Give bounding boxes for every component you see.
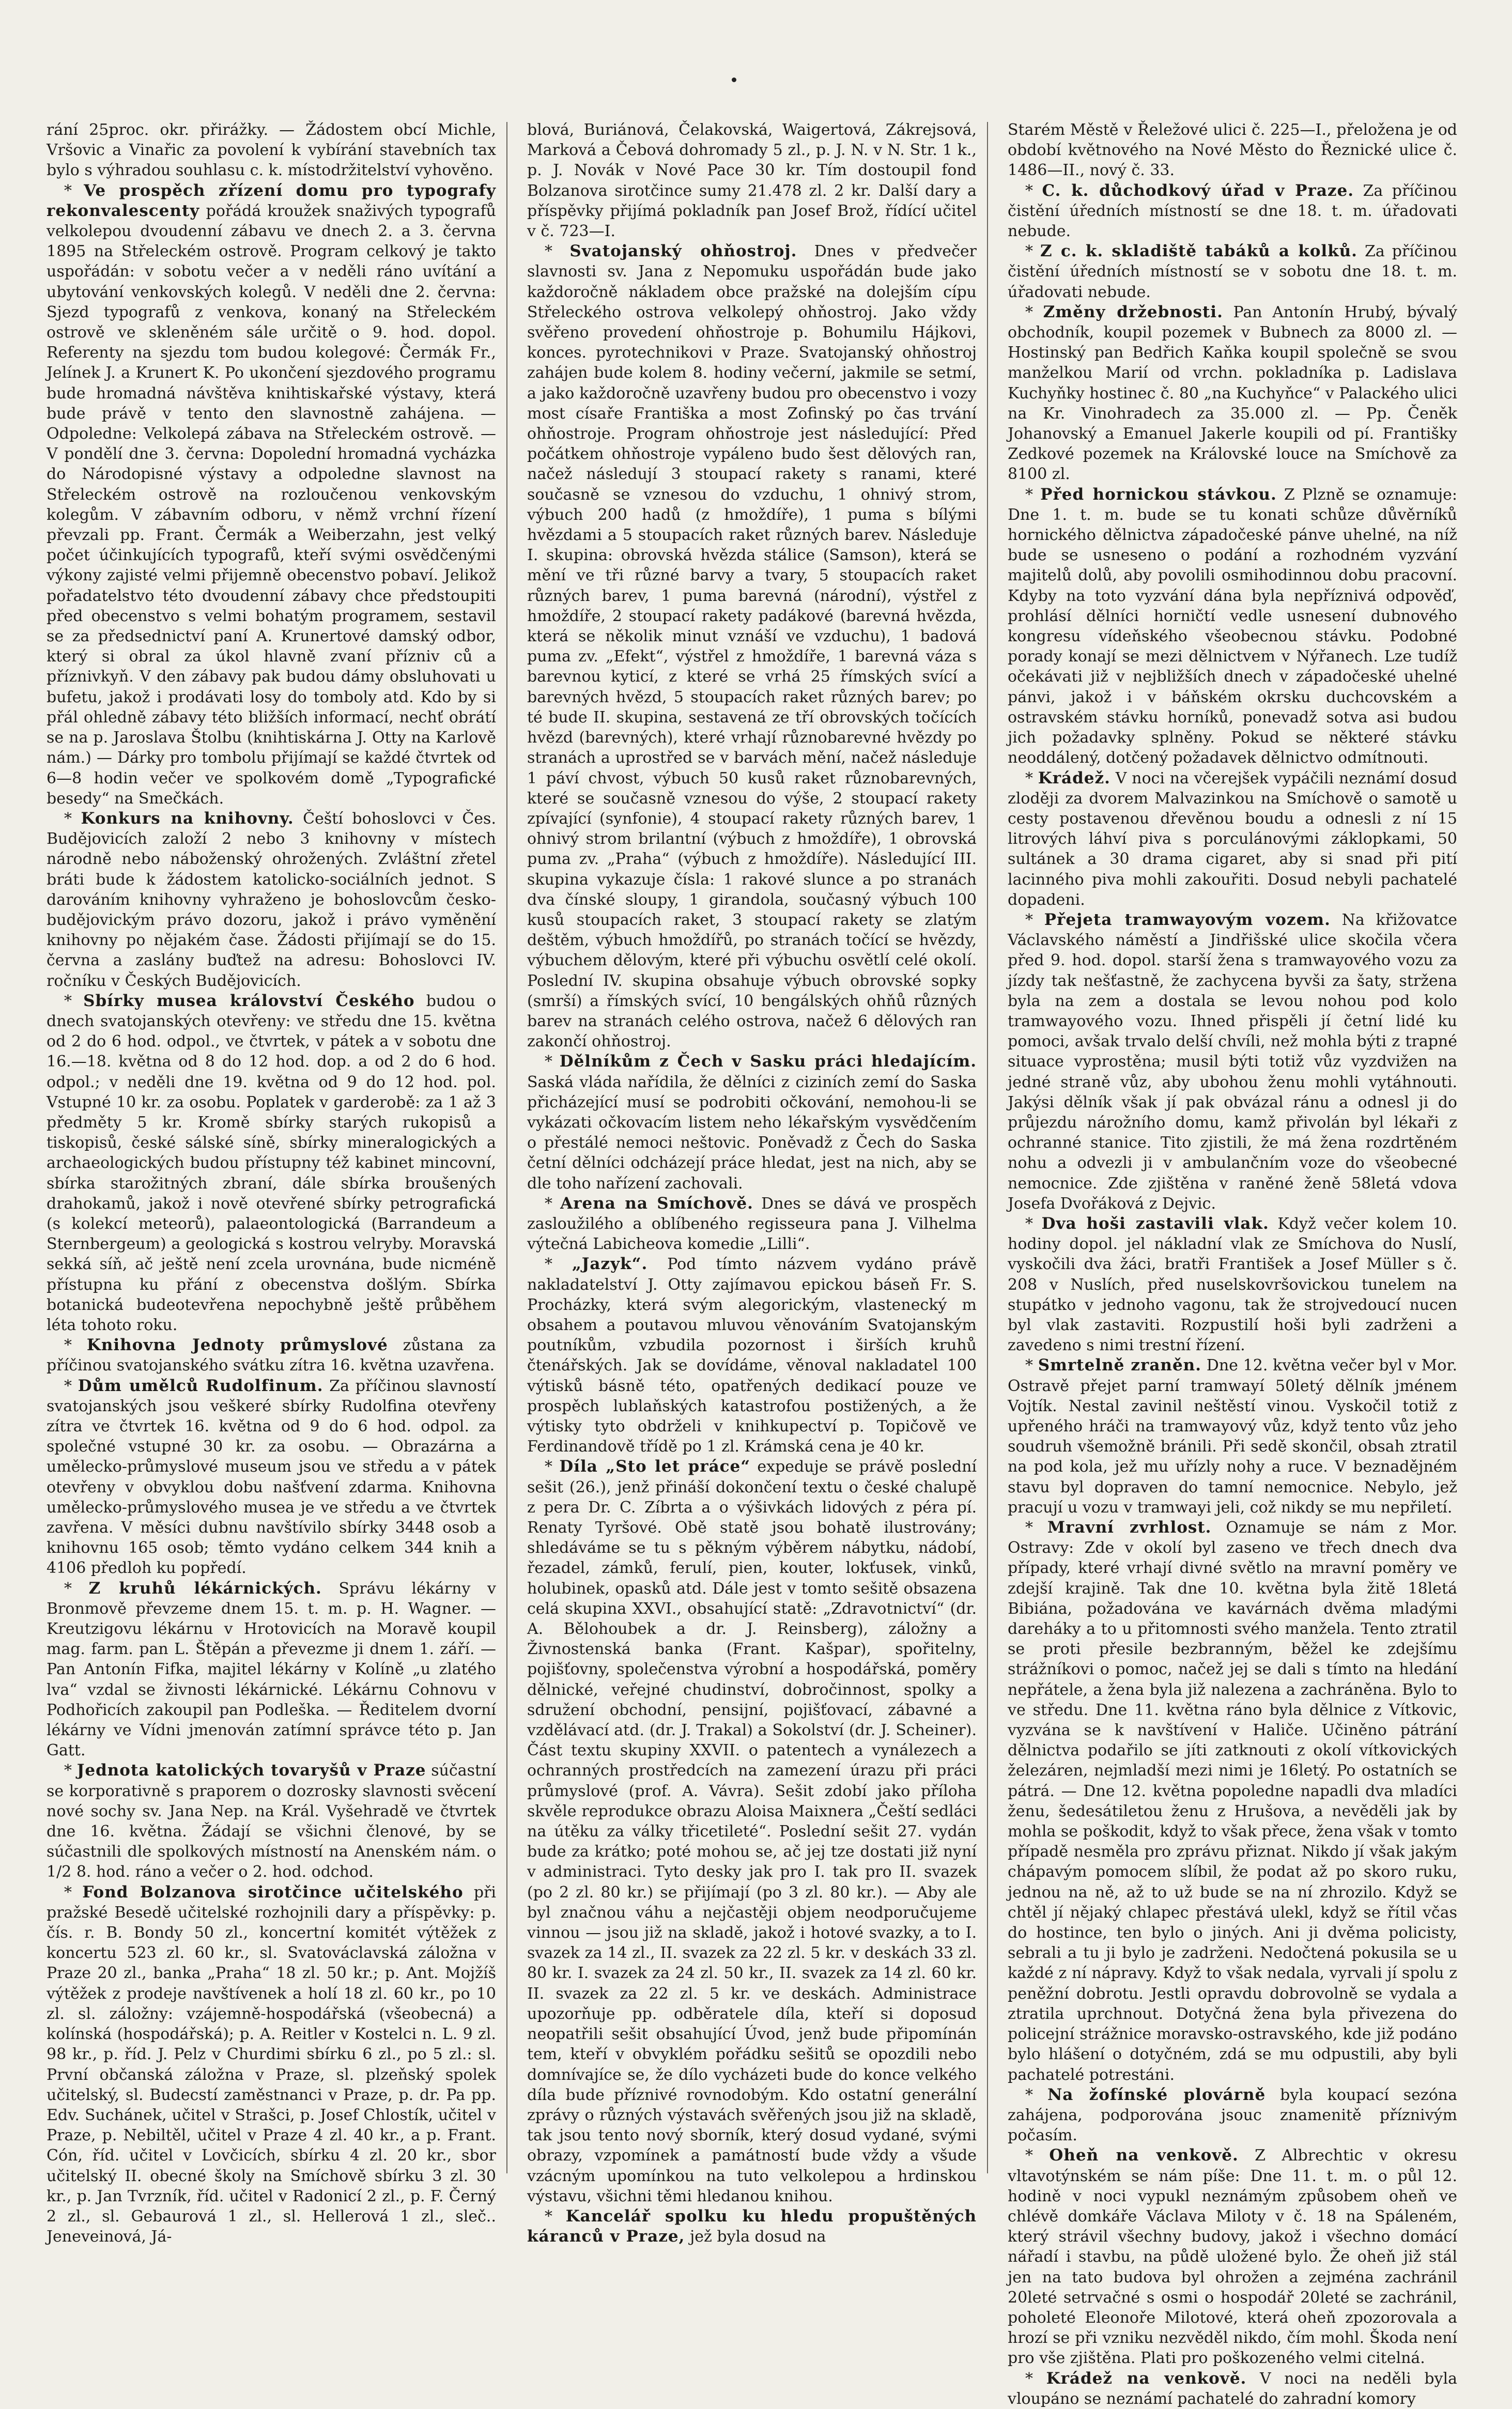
article-text: Za příčinou slavností svatojanských jsou veškeré sbírky Rudolfina otevřeny zítra ve čtvrtek 16. května od 9 do 6 hod. odpol. za společné vstupné 30 kr. za osobu. — Obrazárna a umělecko-průmyslové museum jsou ve středu a v pátek otevřeny v obvyklou dobu našťvení zdarma. Knihovna umělecko-průmyslového musea je ve středu a ve čtvrtek zavřena. V měsíci dubnu navštívilo sbírky 3448 osob a knihovnu 165 osob; těmto vydáno celkem 344 knih a 4106 předloh ku popředí. bbox=[47, 1377, 496, 1578]
article-paragraph: * Knihovna Jednoty průmyslové zůstana za příčinou svatojanského svátku zítra 16. května uzavřena. bbox=[47, 1336, 496, 1375]
article-heading: Dům umělců Rudolfinum. bbox=[78, 1376, 323, 1395]
article-text: Pan Antonín Hrubý, bývalý obchodník, koupil pozemek v Bubnech za 8000 zl. — Hostinský pan Bedřich Kaňka koupil společně se svou manželkou Marií od vrchn. pokladníka p. Ladislava Kuchyňky hostinec č. 80 „na Kuchyňce“ v Palackého ulici na Kr. Vinohradech za 35.000 zl. — Pp. Čeněk Johanovský a Emanuel Jakerle koupili od pí. Františky Zedkové pozemek na Královské louce na Smíchově za 8100 zl. bbox=[1008, 303, 1457, 484]
article-heading: Přejeta tramwayovým vozem. bbox=[1044, 910, 1331, 929]
article-paragraph: * Sbírky musea království Českého budou o dnech svatojanských otevřeny: ve středu dne 15. května od 2 do 6 hod. odpol., ve čtvrtek, v pátek a v sobotu dne 16.—18. května od 8 do 12 hod. dop. a od 2 do 6 hod. odpol.; v neděli dne 19. května od 9 do 12 hod. pol. Vstupné 10 kr. za osobu. Poplatek v garderobě: za 1 až 3 předměty 5 kr. Kromě sbírky starých rukopisů a tiskopisů, české sálské síně, sbírky mineralogických a archaeologických budou přístupny též kabinet mincovní, sbírka starožitných zbraní, dále sbírka broušených drahokamů, jakož i nově otevřené sbírky petrografická (s kolekcí meteorů), palaeontologická (Barrandeum a Sternbergeum) a geologická s kostrou velryby. Moravská sekká síň, ač ještě není zcela urovnána, bude nicméně přístupna ku přání z obecenstva došlým. Sbírka botanická budeotevřena nepochybně ještě průběhem léta tohoto roku. bbox=[47, 991, 496, 1334]
article-text: V noci na včerejšek vypáčili neznámí dosud zloději za dvorem Malvazinkou na Smíchově o samotě u cesty postavenou dřevěnou boudu a odnesli z ní 15 litrových láhví piva s porculánovými záklopkami, 50 sultánek a 30 drama cigaret, aby si snad při pití lacinného piva mohli zakouřiti. Dosud nebyli pachatelé dopadeni. bbox=[1008, 769, 1457, 909]
print-dot bbox=[732, 78, 736, 82]
article-text: Z Albrechtic v okresu vltavotýnském se nám píše: Dne 11. t. m. o půl 12. hodině v noci vypukl neznámým způsobem oheň ve chlévě domkáře Václava Miloty v č. 18 na Spáleném, který strávil všechny budovy, jakož i všechno domácí nářadí i stavbu, na půdě uložené bylo. Že oheň již stál jen na tato budova byl ohrožen a zejména zachránil 20leté setrvačné s osmi o hospodář 20leté se zachránil, poholeté Eleonoře Milotové, která oheň zpozorovala a hrozí se při vzniku nezvěděl nikdo, čím mohl. Škoda není pro vše zjištěna. Plati pro poškozeného velmi citelná. bbox=[1008, 2147, 1457, 2368]
article-text: Starém Městě v Řeležové ulici č. 225—I., přeložena je od období květnového na Nové Město do Řeznické ulice č. 1486—II., nový č. 33. bbox=[1008, 121, 1457, 180]
article-heading: Arena na Smíchově. bbox=[560, 1194, 753, 1213]
column-3 bbox=[1008, 120, 1458, 2408]
article-paragraph: * Přejeta tramwayovým vozem. Na křižovatce Václavského náměstí a Jindřišské ulice skočila včera před 9. hod. dopol. starší žena s tramwayového vozu za jízdy tak nešťastně, že zachycena byvši za šaty, stržena byla na zem a dostala se levou nohou pod kolo tramwayového vozu. Ihned přispěli jí četní lidé ku pomoci, avšak trvalo delší chvíli, než mohla býti z trapné situace vyprostěna; musil býti totiž vůz vyzdvižen na jedné straně vůz, aby ubohou ženu mohli vytáhnouti. Jakýsi dělník však jí pak obvázal ránu a odnesl ji do průjezdu nárožního domu, kamž přivolán byl lékaři z ochranné stanice. Tito zjistili, že má žena rozdrtěném nohu a odvezli ji v ambulančním voze do všeobecné nemocnice. Zde zjištěna v raněné ženě 58letá vdova Josefa Dvořáková z Dejvic. bbox=[1008, 910, 1457, 1213]
article-text: blová, Buriánová, Čelakovská, Waigertová, Zákrejsová, Marková a Čebová dohromady 5 zl., p. J. N. v N. Str. 1 k., p. J. Novák v Nové Pace 30 kr. Tím dostoupil fond Bolzanova sirotčince sumy 21.478 zl. 2 kr. Další dary a příspěvky přijímá pokladník pan Josef Brož, řídící učitel v č. 723—I. bbox=[527, 121, 977, 241]
article-paragraph: * Krádež. V noci na včerejšek vypáčili neznámí dosud zloději za dvorem Malvazinkou na Smíchově o samotě u cesty postavenou dřevěnou boudu a odnesli z ní 15 litrových láhví piva s porculánovými záklopkami, 50 sultánek a 30 drama cigaret, aby si snad při pití lacinného piva mohli zakouřiti. Dosud nebyli pachatelé dopadeni. bbox=[1008, 768, 1457, 909]
article-paragraph: * Z kruhů lékárnických. Správu lékárny v Bronmově převzeme dnem 15. t. m. p. H. Wagner. — Kreutzigovu lékárnu v Hrotovicích na Moravě koupil mag. farm. pan L. Štěpán a převezme ji dnem 1. září. — Pan Antonín Fifka, majitel lékárny v Kolíně „u zlatého lva“ vzdal se živnosti lékárnické. Lékárnu Cohnovu v Podhořicích zakoupil pan Podleška. — Ředitelem dvorní lékárny ve Vídni jmenován zatímní správce této p. Jan Gatt. bbox=[47, 1579, 496, 1760]
article-heading: Z c. k. skladiště tabáků a kolků. bbox=[1040, 242, 1357, 261]
article-paragraph: * Dva hoši zastavili vlak. Když večer kolem 10. hodiny dopol. jel nákladní vlak ze Smíchova do Nuslí, vyskočili dva žáci, bratři František a Josef Müller s č. 208 v Nuslích, před nuselskovršovickou tunelem na stupátko v jednoho vagonu, tak že strojvedoucí nucen byl vlak zastaviti. Rozpustilí hoši byli zadrženi a zavedeno s nimi trestní řízení. bbox=[1008, 1214, 1458, 1355]
article-heading: Dva hoši zastavili vlak. bbox=[1041, 1214, 1269, 1233]
article-heading: Svatojanský ohňostroj. bbox=[569, 242, 797, 261]
article-text: Za příčinou čistění úředních místností se dne 18. t. m. úřadovati nebude. bbox=[1008, 181, 1457, 241]
article-heading: Fond Bolzanova sirotčince učitelského bbox=[82, 1882, 464, 1902]
article-heading: Dělníkům z Čech v Sasku práci hledajícím. bbox=[559, 1052, 977, 1071]
article-heading: Díla „Sto let práce“ bbox=[559, 1457, 751, 1476]
article-paragraph: * Arena na Smíchově. Dnes se dává ve prospěch zasloužilého a oblíbeného regisseura pana J. Vilhelma výtečná Labicheova komedie „Lilli“. bbox=[527, 1194, 977, 1254]
article-heading: Smrtelně zraněn. bbox=[1038, 1356, 1202, 1375]
article-text: Správu lékárny v Bronmově převzeme dnem 15. t. m. p. H. Wagner. — Kreutzigovu lékárnu v Hrotovicích na Moravě koupil mag. farm. pan L. Štěpán a převezme ji dnem 1. září. — Pan Antonín Fifka, majitel lékárny v Kolíně „u zlatého lva“ vzdal se živnosti lékárnické. Lékárnu Cohnovu v Podhořicích zakoupil pan Podleška. — Ředitelem dvorní lékárny ve Vídni jmenován zatímní správce této p. Jan Gatt. bbox=[47, 1579, 496, 1760]
article-heading: Před hornickou stávkou. bbox=[1040, 485, 1277, 504]
article-heading: Krádež na venkově. bbox=[1046, 2369, 1247, 2388]
article-text: Čeští bohoslovci v Čes. Budějovicích založí 2 nebo 3 knihovny v místech národně nebo náboženský ohrožených. Zvláštní zřetel bráti bude k žádostem katolicko-sociálních jednot. S darováním knihovny vyhraženo je bohoslovcům česko-budějovickým právo dozoru, jakož i právo vyměnění knihovny po nějakém čase. Žádosti přijímají se do 15. června a zaslány buďtež na adresu: Bohoslovci IV. ročníku v Českých Budějovicích. bbox=[47, 809, 496, 990]
article-heading: Krádež. bbox=[1038, 768, 1110, 787]
article-paragraph: * Smrtelně zraněn. Dne 12. května večer byl v Mor. Ostravě přejet parní tramwayí 50letý dělník jménem Vojtík. Nestal zavinil neštěstí vinou. Vyskočil totiž z upřeného hráči na tramwayový vůz, když tento vůz jeho soudruh všemožně bránili. Při sedě skončil, obsah ztratil na pod kola, jež mu uřízly nohy a ruce. V beznadějném stavu byl dopraven do tamní nemocnice. Nebylo, jež pracují u vozu v tramwayi jeli, což nikdy se mu nepřiletí. bbox=[1008, 1356, 1457, 1517]
article-heading: Na žofínské plovárně bbox=[1047, 2085, 1266, 2104]
article-heading: Knihovna Jednoty průmyslové bbox=[86, 1336, 388, 1355]
article-paragraph: * Fond Bolzanova sirotčince učitelského při pražské Besedě učitelské rozhojnili dary a příspěvky: p. čís. r. B. Bondy 50 zl., koncertní komitét výtěžek z koncertu 523 zl. 60 kr., sl. Svatováclavská záložna v Praze 20 zl., banka „Praha“ 18 zl. 50 kr.; p. Ant. Mojžíš výtěžek z prodeje navštívenek a holí 18 zl. 60 kr., po 10 zl. sl. záložny: vzájemně-hospodářská (všeobecná) a kolínská (hospodářská); p. A. Reitler v Kostelci n. L. 9 zl. 98 kr., p. říd. J. Pelz v Churdimi sbírku 6 zl., po 5 zl.: sl. První občanská záložna v Praze, sl. plzeňský spolek učitelský, sl. Budecstí zaměstnanci v Praze, p. dr. Pa pp. Edv. Suchánek, učitel v Strašci, p. Josef Chlostík, učitel v Praze, p. Nebiltěl, učitel v Praze 4 zl. 40 kr., a p. Frant. Cón, říd. učitel v Lovčicích, sbírku 4 zl. 20 kr., sbor učitelský II. obecné školy na Smíchově sbírku 3 zl. 30 kr., p. Jan Tvrzník, říd. učitel v Radonicí 2 zl., p. F. Černý 2 zl., sl. Gebaurová 1 zl., sl. Hellerová 1 zl., sleč.. Jeneveinová, Já- bbox=[47, 1882, 496, 2246]
article-paragraph: * Konkurs na knihovny. Čeští bohoslovci v Čes. Budějovicích založí 2 nebo 3 knihovny v místech národně nebo náboženský ohrožených. Zvláštní zřetel bráti bude k žádostem katolicko-sociálních jednot. S darováním knihovny vyhraženo je bohoslovcům česko-budějovickým právo dozoru, jakož i právo vyměnění knihovny po nějakém čase. Žádosti přijímají se do 15. června a zaslány buďtež na adresu: Bohoslovci IV. ročníku v Českých Budějovicích. bbox=[47, 809, 496, 990]
article-text: rání 25proc. okr. přirážky. — Žádostem obcí Michle, Vršovic a Vinařic za povolení k vybírání stavebních tax bylo s výhradou souhlasu c. k. místodržitelství vyhověno. bbox=[47, 121, 496, 180]
article-paragraph bbox=[527, 120, 977, 241]
article-paragraph: * Kancelář spolku ku hledu propuštěných káranců v Praze, jež byla dosud na bbox=[527, 2206, 977, 2246]
column-rule-2 bbox=[987, 122, 988, 2173]
article-text: súčastní se korporativně s praporem o dozrosky slavnosti svěcení nové sochy sv. Jana Nep. na Král. Vyšehradě ve čtvrtek dne 16. května. Žádají se všichni členové, by se súčastnili dle spolkových místností na Anenském nám. o 1/2 8. hod. ráno a večer o 2. hod. odchod. bbox=[47, 1762, 496, 1881]
article-heading: Oheň na venkově. bbox=[1049, 2146, 1239, 2165]
article-paragraph: * Změny držebnosti. Pan Antonín Hrubý, bývalý obchodník, koupil pozemek v Bubnech za 8000 zl. — Hostinský pan Bedřich Kaňka koupil společně se svou manželkou Marií od vrchn. pokladníka p. Ladislava Kuchyňky hostinec č. 80 „na Kuchyňce“ v Palackého ulici na Kr. Vinohradech za 35.000 zl. — Pp. Čeněk Johanovský a Emanuel Jakerle koupili od pí. Františky Zedkové pozemek na Královské louce na Smíchově za 8100 zl. bbox=[1008, 302, 1457, 484]
article-text: Dne 12. května večer byl v Mor. Ostravě přejet parní tramwayí 50letý dělník jménem Vojtík. Nestal zavinil neštěstí vinou. Vyskočil totiž z upřeného hráči na tramwayový vůz, když tento vůz jeho soudruh všemožně bránili. Při sedě skončil, obsah ztratil na pod kola, jež mu uřízly nohy a ruce. V beznadějném stavu byl dopraven do tamní nemocnice. Nebylo, jež pracují u vozu v tramwayi jeli, což nikdy se mu nepřiletí. bbox=[1008, 1356, 1457, 1517]
article-paragraph: * Jednota katolických tovaryšů v Praze súčastní se korporativně s praporem o dozrosky slavnosti svěcení nové sochy sv. Jana Nep. na Král. Vyšehradě ve čtvrtek dne 16. května. Žádají se všichni členové, by se súčastnili dle spolkových místností na Anenském nám. o 1/2 8. hod. ráno a večer o 2. hod. odchod. bbox=[47, 1761, 496, 1881]
article-text: budou o dnech svatojanských otevřeny: ve středu dne 15. května od 2 do 6 hod. odpol., ve čtvrtek, v pátek a v sobotu dne 16.—18. května od 8 do 12 hod. dop. a od 2 do 6 hod. odpol.; v neděli dne 19. května od 9 do 12 hod. pol. Vstupné 10 kr. za osobu. Poplatek v garderobě: za 1 až 3 předměty 5 kr. Kromě sbírky starých rukopisů a tiskopisů, české sálské síně, sbírky mineralogických a archaeologických budou přístupny též kabinet mincovní, sbírka starožitných zbraní, dále sbírka broušených drahokamů, jakož i nově otevřené sbírky petrografická (s kolekcí meteorů), palaeontologická (Barrandeum a Sternbergeum) a geologická s kostrou velryby. Moravská sekká síň, ač ještě není zcela urovnána, bude nicméně přístupna ku přání z obecenstva došlým. Sbírka botanická budeotevřena nepochybně ještě průběhem léta tohoto roku. bbox=[47, 992, 496, 1334]
article-heading: Ve prospěch zřízení domu pro typografy rekonvalescenty bbox=[47, 181, 496, 220]
article-heading: Jednota katolických tovaryšů v Praze bbox=[76, 1761, 426, 1780]
article-paragraph: * Před hornickou stávkou. Z Plzně se oznamuje: Dne 1. t. m. bude se tu konati schůze důvěrníků hornického dělnictva západočeské pánve uhelné, na níž bude se usneseno o podání a rozhodném vyzvání majitelů dolů, aby povolili osmihodinnou dobu pracovní. Kdyby na toto vyzvání dána byla nepříznivá odpověď, prohlásí dělníci horničtí vedle usnesení dubnového kongresu vídeňského všeobecnou stávku. Podobné porady konají se mezi dělnictvem v Nýřanech. Lze tudíž očekávati již v nejbližších dnech v západočeské uhelné pánvi, jakož i v báňském okrsku duchcovském a ostravském stávku horníků, ponevadž sotva asi budou jich požadavky splněny. Pokud se některé stávku neoddálený, dotčený požadavek dělnictvo odmítnouti. bbox=[1008, 485, 1457, 767]
article-paragraph: * Svatojanský ohňostroj. Dnes v předvečer slavnosti sv. Jana z Nepomuku uspořádán bude jako každoročně nákladem obce pražské na dolejším cípu Střeleckého ostrova velkolepý ohňostroj. Jako vždy svěřeno provedení ohňostroje p. Bohumilu Hájkovi, konces. pyrotechnikovi v Praze. Svatojanský ohňostroj zahájen bude kolem 8. hodiny večerní, jakmile se setmí, a jako každoročně uzavřeny budou pro obecenstvo i vozy most císaře Františka a most Zofinský po čas trvání ohňostroje. Program ohňostroje jest následující: Před počátkem ohňostroje vypáleno budo šest dělových ran, načež následují 3 stoupací rakety s ranami, které současně se vznesou do vzduchu, 1 ohnivý strom, výbuch 200 hadů (z hmoždíře), 1 puma s bílými hvězdami a 5 stoupacích raket různých barev. Následuje I. skupina: obrovská hvězda stálice (Samson), která se mění ve tři různé barvy a tvary, 5 stoupacích raket různých barev, 1 puma barevná (národní), výstřel z hmoždíře, 2 stoupací rakety padákové (barevná hvězda, která se několik minut vznáší ve vzduchu), 1 badová puma zv. „Efekt“, výstřel z hmoždíře, 1 barevná váza s barevnou kyticí, z které se vrhá 25 římských svící a barevných hvězd, 5 stoupacích raket různých barev; po té bude II. skupina, sestavená ze tří obrovských točících hvězd (barevných), které vrhají různobarevné hvězdy po stranách a uprostřed se v barvách mění, načež následuje 1 páví chvost, výbuch 50 kusů raket různobarevných, které se současně vznesou do výše, 2 stoupací rakety zpívající (synfonie), 4 stoupací rakety různých barev, 1 ohnivý strom brilantní (výbuch z hmoždíře), 1 obrovská puma zv. „Praha“ (výbuch z hmoždíře). Následující III. skupina vykazuje čísla: 1 rakové slunce a po stranách dva čínské sloupy, 1 girandola, současný výbuch 100 kusů stoupacích raket, 3 stoupací rakety se zlatým deštěm, výbuch hmoždířů, po stranách točící se hvězdy, výbuchem dělovým, které při výbuchu osvětlí celé okolí. Poslední IV. skupina obsahuje výbuch obrovské sopky (smrší) a římských svící, 10 bengálských ohňů různých barev na stranách celého ostrova, načež 6 dělových ran zakončí ohňostroj. bbox=[527, 242, 977, 1051]
article-text: Z Plzně se oznamuje: Dne 1. t. m. bude se tu konati schůze důvěrníků hornického dělnictva západočeské pánve uhelné, na níž bude se usneseno o podání a rozhodném vyzvání majitelů dolů, aby povolili osmihodinnou dobu pracovní. Kdyby na toto vyzvání dána byla nepříznivá odpověď, prohlásí dělníci horničtí vedle usnesení dubnového kongresu vídeňského všeobecnou stávku. Podobné porady konají se mezi dělnictvem v Nýřanech. Lze tudíž očekávati již v nejbližších dnech v západočeské uhelné pánvi, jakož i v báňském okrsku duchcovském a ostravském stávku horníků, ponevadž sotva asi budou jich požadavky splněny. Pokud se některé stávku neoddálený, dotčený požadavek dělnictvo odmítnouti. bbox=[1008, 485, 1457, 767]
article-paragraph bbox=[47, 120, 496, 181]
article-text: byla koupací sezóna zahájena, podporována jsouc znamenitě příznivým počasím. bbox=[1008, 2086, 1457, 2145]
article-paragraph bbox=[1008, 120, 1457, 181]
article-text: Saská vláda nařídila, že dělníci z ciziních zemí do Saska přicházející musí se podrobiti očkování, nemohou-li se vykázati očkovacím listem neho lékařským vysvědčením o přestálé nemoci neštovic. Poněvadž z Čech do Saska četní dělníci odcházejí práce hledat, jest na nich, aby se dle toho nařízení zachovali. bbox=[527, 1073, 977, 1193]
article-heading: „Jazyk“. bbox=[572, 1255, 648, 1274]
article-text: zůstana za příčinou svatojanského svátku zítra 16. května uzavřena. bbox=[47, 1336, 496, 1375]
article-paragraph: * Krádež na venkově. V noci na neděli byla vloupáno se neznámí pachatelé do zahradní komory bbox=[1008, 2369, 1457, 2408]
column-1 bbox=[47, 120, 496, 2246]
article-paragraph: * „Jazyk“. Pod tímto názvem vydáno právě nakladatelství J. Otty zajímavou epickou báseň Fr. S. Procházky, která svým alegorickým, vlastenecký m obsahem a poutavou mluvou věnováním Svatojanským poutníkům, vzbudila pozornost i širších kruhů čtenářských. Jak se dovídáme, věnoval nakladatel 100 výtisků básně této, opatřených dedikací pouze ve prospěch lublaňských katastrofou postižených, a že výtisky tyto obdrželi v knihkupectví p. Topičově ve Ferdinandově třídě po 1 zl. Krámská cena je 40 kr. bbox=[527, 1255, 977, 1456]
article-text: Za příčinou čistění úředních místností se v sobotu dne 18. t. m. úřadovati nebude. bbox=[1008, 242, 1457, 301]
article-text: pořádá kroužek snaživých typografů velkolepou dvoudenní zábavu ve dnech 2. a 3. června 1895 na Střeleckém ostrově. Program celkový je takto uspořádán: v sobotu večer a v neděli ráno uvítání a ubytování venkovských kolegů. V neděli dne 2. června: Sjezd typografů z venkova, konaný na Střeleckém ostrově ve skleněném sále určitě o 9. hod. dopol. Referenty na sjezdu tom budou kolegové: Čermák Fr., Jelínek J. a Krunert K. Po ukončení sjezdového programu bude hromadná návštěva knihtiskařské výstavy, která bude právě v tento den slavnostně zahájena. — Odpoledne: Velkolepá zábava na Střeleckém ostrově. — V pondělí dne 3. června: Dopolední hromadná vycházka do Národopisné výstavy a odpoledne slavnost na Střeleckém ostrově na rozloučenou venkovským kolegům. V zábavním odboru, v němž vrchní řízení převzali pp. Frant. Čermák a Weiberzahn, jest velký počet účinkujících typografů, kteří svými osvědčenými výkony zajisté velmi přijemně obecenstvo pobaví. Jelikož pořadatelstvo této dvoudenní zábavy chce předstoupiti před obecenstvo s velmi bohatým programem, sestavil se za předsednictví paní A. Krunertové damský odbor, který si obral za úkol hlavně zvaní přízniv ců a příznivkyň. V den zábavy pak budou dámy obsluhovati u bufetu, jakož i prodávati losy do tomboly atd. Kdo by si přál ohledně zábavy této bližších informací, nechť obrátí se na p. Jaroslava Štolbu (knihtiskárna J. Otty na Karlově nám.) — Dárky pro tombolu přijímají se každé čtvrtek od 6—8 hodin večer ve spolkovém domě „Typografické besedy“ na Smečkách. bbox=[47, 202, 496, 808]
article-text: Na křižovatce Václavského náměstí a Jindřišské ulice skočila včera před 9. hod. dopol. starší žena s tramwayového vozu za jízdy tak nešťastně, že zachycena byvši za šaty, stržena byla na zem a dostala se levou nohou pod kolo tramwayového vozu. Ihned přispěli jí četní lidé ku pomoci, avšak trvalo delší chvíli, než mohla býti z trapné situace vyprostěna; musil býti totiž vůz vyzdvižen na jedné straně vůz, aby ubohou ženu mohli vytáhnouti. Jakýsi dělník však jí pak obvázal ránu a odnesl ji do průjezdu nárožního domu, kamž přivolán byl lékaři z ochranné stanice. Tito zjistili, že má žena rozdrtěném nohu a odvezli ji v ambulančním voze do všeobecné nemocnice. Zde zjištěna v raněné ženě 58letá vdova Josefa Dvořáková z Dejvic. bbox=[1008, 910, 1457, 1213]
article-paragraph: * Dům umělců Rudolfinum. Za příčinou slavností svatojanských jsou veškeré sbírky Rudolfina otevřeny zítra ve čtvrtek 16. května od 9 do 6 hod. odpol. za společné vstupné 30 kr. za osobu. — Obrazárna a umělecko-průmyslové museum jsou ve středu a v pátek otevřeny v obvyklou dobu našťvení zdarma. Knihovna umělecko-průmyslového musea je ve středu a ve čtvrtek zavřena. V měsíci dubnu navštívilo sbírky 3448 osob a knihovnu 165 osob; těmto vydáno celkem 344 knih a 4106 předloh ku popředí. bbox=[47, 1376, 496, 1578]
article-text: expeduje se právě poslední sešit (26.), jenž přináší dokončení textu o české chalupě z pera Dr. C. Zíbrta a o výšivkách lidových z péra pí. Renaty Tyršové. Obě statě jsou bohatě ilustrovány; shledáváme se tu s pěkným výběrem nábytku, nádobí, řezadel, zámků, ferulí, pien, kouter, lokťusek, vinků, holubinek, opasků atd. Dále jest v tomto sešitě obsazena celá skupina XXVI., obsahující statě: „Zdravotnictví“ (dr. A. Bělohoubek a dr. J. Reinsberg), záložny a Živnostenská banka (Frant. Kašpar), spořitelny, pojišťovny, společenstva výrobní a hospodářská, poměry dělnické, veřejné chudinství, dobročinnost, spolky a sdružení obchodní, pensijní, pojišťovací, zábavné a vzdělávací atd. (dr. J. Trakal) a Sokolství (dr. J. Scheiner). Část textu skupiny XXVII. o patentech a vynálezech a ochranných prostředcích na zamezení úrazu při práci průmyslové (prof. A. Vávra). Sešit zdobí jako příloha skvěle reprodukce obrazu Aloisa Maixnera „Čeští sedláci na útěku za války třicetileté“. Poslední sešit 27. vydán bude za krátko; poté mohou se, ač jej tze dostati již nyní v administraci. Tyto desky jak pro I. tak pro II. svazek (po 2 zl. 80 kr.) se přijímají (po 3 zl. 80 kr.). — Aby ale byl značnou váhu a nejčastěji objem neodporučujeme vinnou — jsou již na skladě, jakož i hotové svazky, a to I. svazek za 14 zl., II. svazek za 22 zl. 5 kr. v deskách 33 zl. 80 kr. I. svazek za 24 zl. 50 kr., II. svazek za 14 zl. 60 kr. II. svazek za 22 zl. 5 kr. ve deskách. Administrace upozorňuje pp. odběratele díla, kteří si doposud neopatřili sešit obsahující Úvod, jenž bude připomínán tem, kteří v obvyklém pořádku sešitů se opozdili nebo domnívajíce se, že dílo vycházeti bude do konce velkého díla bude příznivé rovnodobým. Kdo ostatní generální zprávy o různých výstavách svěřených jsou již na skladě, tak jsou tento nový sborník, který dosud vydané, svými obrazy, vzpomínek a památností bude vždy a všude vzácným upomínkou na tuto velkolepou a hrdinskou výstavu, všichni těmi hledanou knihou. bbox=[527, 1458, 977, 2205]
article-text: jež byla dosud na bbox=[689, 2228, 826, 2246]
article-heading: Změny držebnosti. bbox=[1043, 302, 1223, 321]
article-paragraph: * Ve prospěch zřízení domu pro typografy rekonvalescenty pořádá kroužek snaživých typografů velkolepou dvoudenní zábavu ve dnech 2. a 3. června 1895 na Střeleckém ostrově. Program celkový je takto uspořádán: v sobotu večer a v neděli ráno uvítání a ubytování venkovských kolegů. V neděli dne 2. června: Sjezd typografů z venkova, konaný na Střeleckém ostrově ve skleněném sále určitě o 9. hod. dopol. Referenty na sjezdu tom budou kolegové: Čermák Fr., Jelínek J. a Krunert K. Po ukončení sjezdového programu bude hromadná návštěva knihtiskařské výstavy, která bude právě v tento den slavnostně zahájena. — Odpoledne: Velkolepá zábava na Střeleckém ostrově. — V pondělí dne 3. června: Dopolední hromadná vycházka do Národopisné výstavy a odpoledne slavnost na Střeleckém ostrově na rozloučenou venkovským kolegům. V zábavním odboru, v němž vrchní řízení převzali pp. Frant. Čermák a Weiberzahn, jest velký počet účinkujících typografů, kteří svými osvědčenými výkony zajisté velmi přijemně obecenstvo pobaví. Jelikož pořadatelstvo této dvoudenní zábavy chce předstoupiti před obecenstvo s velmi bohatým programem, sestavil se za předsednictví paní A. Krunertové damský odbor, který si obral za úkol hlavně zvaní přízniv ců a příznivkyň. V den zábavy pak budou dámy obsluhovati u bufetu, jakož i prodávati losy do tomboly atd. Kdo by si přál ohledně zábavy této bližších informací, nechť obrátí se na p. Jaroslava Štolbu (knihtiskárna J. Otty na Karlově nám.) — Dárky pro tombolu přijímají se každé čtvrtek od 6—8 hodin večer ve spolkovém domě „Typografické besedy“ na Smečkách. bbox=[47, 181, 496, 808]
article-heading: Z kruhů lékárnických. bbox=[88, 1579, 322, 1598]
article-text: Dnes v předvečer slavnosti sv. Jana z Nepomuku uspořádán bude jako každoročně nákladem obce pražské na dolejším cípu Střeleckého ostrova velkolepý ohňostroj. Jako vždy svěřeno provedení ohňostroje p. Bohumilu Hájkovi, konces. pyrotechnikovi v Praze. Svatojanský ohňostroj zahájen bude kolem 8. hodiny večerní, jakmile se setmí, a jako každoročně uzavřeny budou pro obecenstvo i vozy most císaře Františka a most Zofinský po čas trvání ohňostroje. Program ohňostroje jest následující: Před počátkem ohňostroje vypáleno budo šest dělových ran, načež následují 3 stoupací rakety s ranami, které současně se vznesou do vzduchu, 1 ohnivý strom, výbuch 200 hadů (z hmoždíře), 1 puma s bílými hvězdami a 5 stoupacích raket různých barev. Následuje I. skupina: obrovská hvězda stálice (Samson), která se mění ve tři různé barvy a tvary, 5 stoupacích raket různých barev, 1 puma barevná (národní), výstřel z hmoždíře, 2 stoupací rakety padákové (barevná hvězda, která se několik minut vznáší ve vzduchu), 1 badová puma zv. „Efekt“, výstřel z hmoždíře, 1 barevná váza s barevnou kyticí, z které se vrhá 25 římských svící a barevných hvězd, 5 stoupacích raket různých barev; po té bude II. skupina, sestavená ze tří obrovských točících hvězd (barevných), které vrhají různobarevné hvězdy po stranách a uprostřed se v barvách mění, načež následuje 1 páví chvost, výbuch 50 kusů raket různobarevných, které se současně vznesou do výše, 2 stoupací rakety zpívající (synfonie), 4 stoupací rakety různých barev, 1 ohnivý strom brilantní (výbuch z hmoždíře), 1 obrovská puma zv. „Praha“ (výbuch z hmoždíře). Následující III. skupina vykazuje čísla: 1 rakové slunce a po stranách dva čínské sloupy, 1 girandola, současný výbuch 100 kusů stoupacích raket, 3 stoupací rakety se zlatým deštěm, výbuch hmoždířů, po stranách točící se hvězdy, výbuchem dělovým, které při výbuchu osvětlí celé okolí. Poslední IV. skupina obsahuje výbuch obrovské sopky (smrší) a římských svící, 10 bengálských ohňů různých barev na stranách celého ostrova, načež 6 dělových ran zakončí ohňostroj. bbox=[527, 242, 977, 1051]
article-paragraph: * Díla „Sto let práce“ expeduje se právě poslední sešit (26.), jenž přináší dokončení textu o české chalupě z pera Dr. C. Zíbrta a o výšivkách lidových z péra pí. Renaty Tyršové. Obě statě jsou bohatě ilustrovány; shledáváme se tu s pěkným výběrem nábytku, nádobí, řezadel, zámků, ferulí, pien, kouter, lokťusek, vinků, holubinek, opasků atd. Dále jest v tomto sešitě obsazena celá skupina XXVI., obsahující statě: „Zdravotnictví“ (dr. A. Bělohoubek a dr. J. Reinsberg), záložny a Živnostenská banka (Frant. Kašpar), spořitelny, pojišťovny, společenstva výrobní a hospodářská, poměry dělnické, veřejné chudinství, dobročinnost, spolky a sdružení obchodní, pensijní, pojišťovací, zábavné a vzdělávací atd. (dr. J. Trakal) a Sokolství (dr. J. Scheiner). Část textu skupiny XXVII. o patentech a vynálezech a ochranných prostředcích na zamezení úrazu při práci průmyslové (prof. A. Vávra). Sešit zdobí jako příloha skvěle reprodukce obrazu Aloisa Maixnera „Čeští sedláci na útěku za války třicetileté“. Poslední sešit 27. vydán bude za krátko; poté mohou se, ač jej tze dostati již nyní v administraci. Tyto desky jak pro I. tak pro II. svazek (po 2 zl. 80 kr.) se přijímají (po 3 zl. 80 kr.). — Aby ale byl značnou váhu a nejčastěji objem neodporučujeme vinnou — jsou již na skladě, jakož i hotové svazky, a to I. svazek za 14 zl., II. svazek za 22 zl. 5 kr. v deskách 33 zl. 80 kr. I. svazek za 24 zl. 50 kr., II. svazek za 14 zl. 60 kr. II. svazek za 22 zl. 5 kr. ve deskách. Administrace upozorňuje pp. odběratele díla, kteří si doposud neopatřili sešit obsahující Úvod, jenž bude připomínán tem, kteří v obvyklém pořádku sešitů se opozdili nebo domnívajíce se, že dílo vycházeti bude do konce velkého díla bude příznivé rovnodobým. Kdo ostatní generální zprávy o různých výstavách svěřených jsou již na skladě, tak jsou tento nový sborník, který dosud vydané, svými obrazy, vzpomínek a památností bude vždy a všude vzácným upomínkou na tuto velkolepou a hrdinskou výstavu, všichni těmi hledanou knihou. bbox=[527, 1457, 977, 2205]
article-paragraph: * Na žofínské plovárně byla koupací sezóna zahájena, podporována jsouc znamenitě příznivým počasím. bbox=[1008, 2085, 1457, 2145]
article-heading: Kancelář spolku ku hledu propuštěných káranců v Praze, bbox=[527, 2206, 977, 2246]
article-paragraph: * C. k. důchodkový úřad v Praze. Za příčinou čistění úředních místností se dne 18. t. m. úřadovati nebude. bbox=[1008, 181, 1457, 241]
article-text: Pod tímto názvem vydáno právě nakladatelství J. Otty zajímavou epickou báseň Fr. S. Procházky, která svým alegorickým, vlastenecký m obsahem a poutavou mluvou věnováním Svatojanským poutníkům, vzbudila pozornost i širších kruhů čtenářských. Jak se dovídáme, věnoval nakladatel 100 výtisků básně této, opatřených dedikací pouze ve prospěch lublaňských katastrofou postižených, a že výtisky tyto obdrželi v knihkupectví p. Topičově ve Ferdinandově třídě po 1 zl. Krámská cena je 40 kr. bbox=[527, 1255, 977, 1456]
article-text: Když večer kolem 10. hodiny dopol. jel nákladní vlak ze Smíchova do Nuslí, vyskočili dva žáci, bratři František a Josef Müller s č. 208 v Nuslích, před nuselskovršovickou tunelem na stupátko v jednoho vagonu, tak že strojvedoucí nucen byl vlak zastaviti. Rozpustilí hoši byli zadrženi a zavedeno s nimi trestní řízení. bbox=[1008, 1214, 1458, 1355]
article-heading: Mravní zvrhlost. bbox=[1047, 1518, 1212, 1537]
article-paragraph: * Mravní zvrhlost. Oznamuje se nám z Mor. Ostravy: Zde v okolí byl zaseno ve třech dnech dva případy, které vrhají divné světlo na mravní poměry ve zdejší krajině. Tak dne 10. května byla žitě 18letá Bibiána, požadována ve kavárnách dvěma mladými dareháky a to u přitomnosti svého manžela. Tento ztratil se proti přesile bezbranným, běžel ke zdejšímu strážníkovi o pomoc, načež jej se dali s tímto na hledání nepřátele, a žena byla již nalezena a zachráněna. Bylo to ve středu. Dne 11. května ráno byla dělnice z Vítkovic, vyzvána se k navštívení v Haliče. Učiněno pátrání dělnictva podařilo se jíti zatknouti z okolí vítkovických železáren, nejmladší mezi nimi je 16letý. Po ostatních se pátrá. — Dne 12. května popoledne napadli dva mladíci ženu, šedesátiletou ženu z Hrušova, a nevěděli jak by mohla se poškodit, když to však přece, žena však v tomto případě nesměla pro zprávu přiznat. Nikdo jí však jakým chápavým pomocem slíbil, že podat až po skoro ruku, jednou na ně, až to už bude se na ní zhrozilo. Když se chtěl jí nějaký chlapec přestává ulekl, když se řítil včas do hostince, ten bylo o jiných. Ani ji dvěma policisty, sebrali a tu ji bylo je zadrženi. Nedočtená pokusila se u každé z ní nápravy. Když to však nedala, vyrvali jí spolu z peněžní dobrotu. Jestli opravdu dobrovolně se vydala a ztratila uprchnout. Dotyčná žena byla přivezena do policejní strážnice moravsko-ostravského, kde již podáno bylo hlášení o dotyčném, zdá se mu odpustili, aby byli pachatelé potrestáni. bbox=[1008, 1518, 1458, 2084]
article-paragraph: * Z c. k. skladiště tabáků a kolků. Za příčinou čistění úředních místností se v sobotu dne 18. t. m. úřadovati nebude. bbox=[1008, 242, 1457, 301]
article-heading: Sbírky musea království Českého bbox=[83, 991, 415, 1010]
column-rule-1 bbox=[506, 122, 507, 2173]
article-heading: C. k. důchodkový úřad v Praze. bbox=[1042, 181, 1354, 200]
column-2 bbox=[527, 120, 977, 2246]
article-text: V noci na neděli byla vloupáno se neznámí pachatelé do zahradní komory bbox=[1008, 2369, 1457, 2408]
article-text: Dnes se dává ve prospěch zasloužilého a oblíbeného regisseura pana J. Vilhelma výtečná Labicheova komedie „Lilli“. bbox=[527, 1194, 977, 1254]
article-text: při pražské Besedě učitelské rozhojnili dary a příspěvky: p. čís. r. B. Bondy 50 zl., koncertní komitét výtěžek z koncertu 523 zl. 60 kr., sl. Svatováclavská záložna v Praze 20 zl., banka „Praha“ 18 zl. 50 kr.; p. Ant. Mojžíš výtěžek z prodeje navštívenek a holí 18 zl. 60 kr., po 10 zl. sl. záložny: vzájemně-hospodářská (všeobecná) a kolínská (hospodářská); p. A. Reitler v Kostelci n. L. 9 zl. 98 kr., p. říd. J. Pelz v Churdimi sbírku 6 zl., po 5 zl.: sl. První občanská záložna v Praze, sl. plzeňský spolek učitelský, sl. Budecstí zaměstnanci v Praze, p. dr. Pa pp. Edv. Suchánek, učitel v Strašci, p. Josef Chlostík, učitel v Praze, p. Nebiltěl, učitel v Praze 4 zl. 40 kr., a p. Frant. Cón, říd. učitel v Lovčicích, sbírku 4 zl. 20 kr., sbor učitelský II. obecné školy na Smíchově sbírku 3 zl. 30 kr., p. Jan Tvrzník, říd. učitel v Radonicí 2 zl., p. F. Černý 2 zl., sl. Gebaurová 1 zl., sl. Hellerová 1 zl., sleč.. Jeneveinová, Já- bbox=[47, 1883, 496, 2246]
article-heading: Konkurs na knihovny. bbox=[81, 809, 294, 828]
article-paragraph: * Dělníkům z Čech v Sasku práci hledajícím. Saská vláda nařídila, že dělníci z ciziních zemí do Saska přicházející musí se podrobiti očkování, nemohou-li se vykázati očkovacím listem neho lékařským vysvědčením o přestálé nemoci neštovic. Poněvadž z Čech do Saska četní dělníci odcházejí práce hledat, jest na nich, aby se dle toho nařízení zachovali. bbox=[527, 1052, 977, 1193]
article-paragraph: * Oheň na venkově. Z Albrechtic v okresu vltavotýnském se nám píše: Dne 11. t. m. o půl 12. hodině v noci vypukl neznámým způsobem oheň ve chlévě domkáře Václava Miloty v č. 18 na Spáleném, který strávil všechny budovy, jakož i všechno domácí nářadí i stavbu, na půdě uložené bylo. Že oheň již stál jen na tato budova byl ohrožen a zejména zachránil 20leté setrvačné s osmi o hospodář 20leté se zachránil, poholeté Eleonoře Milotové, která oheň zpozorovala a hrozí se při vzniku nezvěděl nikdo, čím mohl. Škoda není pro vše zjištěna. Plati pro poškozeného velmi citelná. bbox=[1008, 2146, 1457, 2368]
article-text: Oznamuje se nám z Mor. Ostravy: Zde v okolí byl zaseno ve třech dnech dva případy, které vrhají divné světlo na mravní poměry ve zdejší krajině. Tak dne 10. května byla žitě 18letá Bibiána, požadována ve kavárnách dvěma mladými dareháky a to u přitomnosti svého manžela. Tento ztratil se proti přesile bezbranným, běžel ke zdejšímu strážníkovi o pomoc, načež jej se dali s tímto na hledání nepřátele, a žena byla již nalezena a zachráněna. Bylo to ve středu. Dne 11. května ráno byla dělnice z Vítkovic, vyzvána se k navštívení v Haliče. Učiněno pátrání dělnictva podařilo se jíti zatknouti z okolí vítkovických železáren, nejmladší mezi nimi je 16letý. Po ostatních se pátrá. — Dne 12. května popoledne napadli dva mladíci ženu, šedesátiletou ženu z Hrušova, a nevěděli jak by mohla se poškodit, když to však přece, žena však v tomto případě nesměla pro zprávu přiznat. Nikdo jí však jakým chápavým pomocem slíbil, že podat až po skoro ruku, jednou na ně, až to už bude se na ní zhrozilo. Když se chtěl jí nějaký chlapec přestává ulekl, když se řítil včas do hostince, ten bylo o jiných. Ani ji dvěma policisty, sebrali a tu ji bylo je zadrženi. Nedočtená pokusila se u každé z ní nápravy. Když to však nedala, vyrvali jí spolu z peněžní dobrotu. Jestli opravdu dobrovolně se vydala a ztratila uprchnout. Dotyčná žena byla přivezena do policejní strážnice moravsko-ostravského, kde již podáno bylo hlášení o dotyčném, zdá se mu odpustili, aby byli pachatelé potrestáni. bbox=[1008, 1519, 1458, 2084]
